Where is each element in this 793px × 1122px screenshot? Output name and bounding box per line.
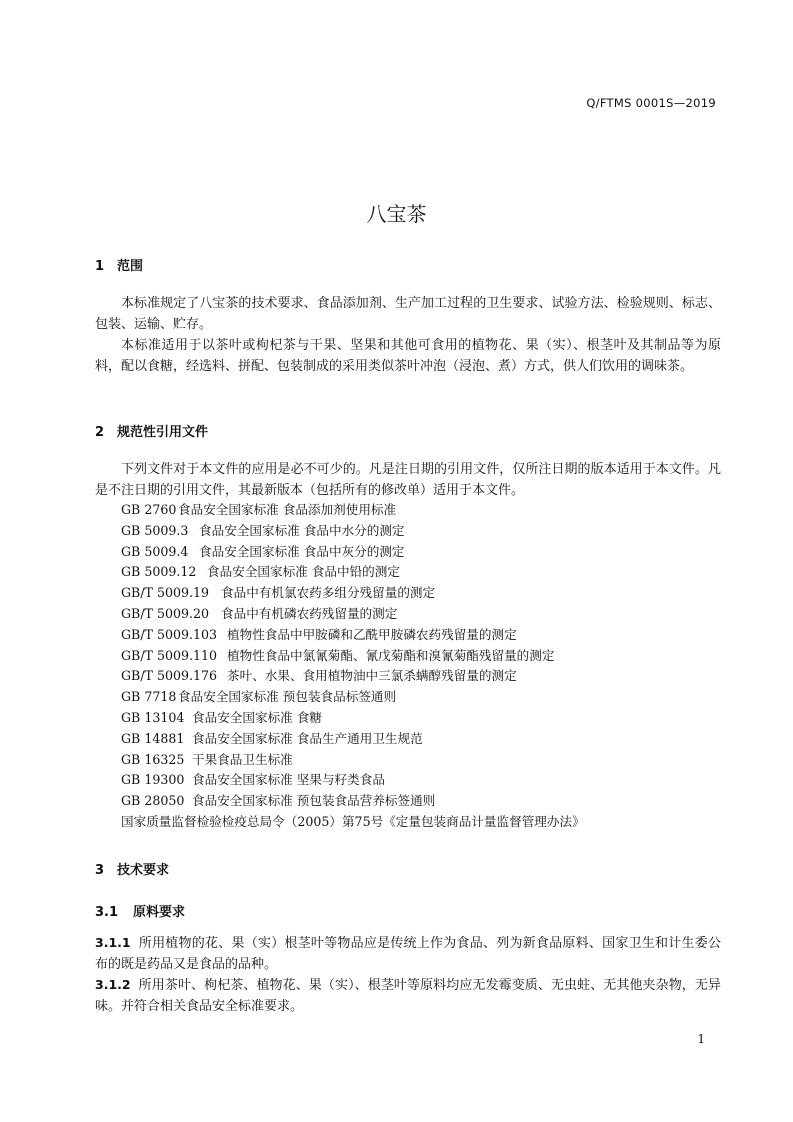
section-3-heading: [95, 859, 169, 878]
reference-item: GB 7718 食品安全国家标准 预包装食品标签通则: [121, 689, 397, 705]
subsection-3-1-heading: [95, 901, 185, 920]
section-number: 1: [95, 259, 105, 274]
reference-item: GB/T 5009.20 食品中有机磷农药残留量的测定: [121, 605, 398, 621]
scope-paragraph-1: 本标准规定了八宝茶的技术要求、食品添加剂、生产加工过程的卫生要求、试验方法、检验规则、标志、包装、运输、贮存。: [95, 296, 721, 332]
reference-item: GB/T 5009.176 茶叶、水果、食用植物油中三氯杀螨醇残留量的测定: [121, 668, 517, 684]
section-2-heading: [95, 421, 208, 440]
clause-number: 3.1.2: [95, 977, 131, 992]
reference-item: GB 19300 食品安全国家标准 坚果与籽类食品: [121, 772, 385, 788]
reference-item: GB 5009.3 食品安全国家标准 食品中水分的测定: [121, 522, 405, 538]
reference-item: GB 5009.12 食品安全国家标准 食品中铅的测定: [121, 564, 400, 580]
subsection-number: 3.1: [95, 905, 119, 920]
section-title: 规范性引用文件: [117, 425, 209, 440]
reference-item: GB 13104 食品安全国家标准 食糖: [121, 709, 322, 725]
document-code: Q/FTMS 0001S—2019: [586, 96, 716, 110]
reference-item: GB 28050 食品安全国家标准 预包装食品营养标签通则: [121, 793, 436, 809]
reference-item: GB 14881 食品安全国家标准 食品生产通用卫生规范: [121, 730, 423, 746]
clause-text: 所用植物的花、果（实）根茎叶等物品应是传统上作为食品、列为新食品原料、国家卫生和计生委公布的既是药品又是食品的品种。: [95, 936, 721, 972]
clause-number: 3.1.1: [95, 935, 131, 950]
reference-item: GB/T 5009.110 植物性食品中氯氰菊酯、氰戊菊酯和溴氰菊酯残留量的测定: [121, 647, 555, 663]
section-1-heading: [95, 255, 143, 274]
reference-item: GB/T 5009.19 食品中有机氯农药多组分残留量的测定: [121, 585, 436, 601]
page-title: 八宝茶: [366, 202, 427, 226]
section-title: 技术要求: [117, 863, 170, 878]
page-number: 1: [697, 1032, 705, 1046]
scope-paragraph-2: 本标准适用于以茶叶或枸杞茶与干果、坚果和其他可食用的植物花、果（实）、根茎叶及其制品等为原料，配以食糖，经选料、拼配、包装制成的采用类似茶叶冲泡（浸泡、煮）方式，供人们饮用的调味茶。: [95, 338, 721, 374]
section-number: 2: [95, 425, 105, 440]
reference-item: GB 16325 干果食品卫生标准: [121, 751, 293, 767]
reference-list: [121, 500, 585, 833]
clause-text: 所用茶叶、枸杞茶、植物花、果（实）、根茎叶等原料均应无发霉变质、无虫蛀、无其他夹杂物，无异味。并符合相关食品安全标准要求。: [95, 978, 721, 1014]
reference-item: GB 5009.4 食品安全国家标准 食品中灰分的测定: [121, 543, 405, 559]
section-number: 3: [95, 863, 105, 878]
reference-item: GB/T 5009.103 植物性食品中甲胺磷和乙酰甲胺磷农药残留量的测定: [121, 626, 517, 642]
clause-3-1-1: [95, 932, 721, 975]
reference-item: 国家质量监督检验检疫总局令（2005）第75号《定量包装商品计量监督管理办法》: [121, 813, 585, 829]
section-title: 范围: [117, 259, 144, 274]
references-intro: 下列文件对于本文件的应用是必不可少的。凡是注日期的引用文件，仅所注日期的版本适用于本文件。凡是不注日期的引用文件，其最新版本（包括所有的修改单）适用于本文件。: [95, 462, 721, 498]
clause-3-1-2: [95, 974, 721, 1017]
reference-item: GB 2760 食品安全国家标准 食品添加剂使用标准: [121, 502, 397, 517]
subsection-title: 原料要求: [133, 905, 186, 920]
